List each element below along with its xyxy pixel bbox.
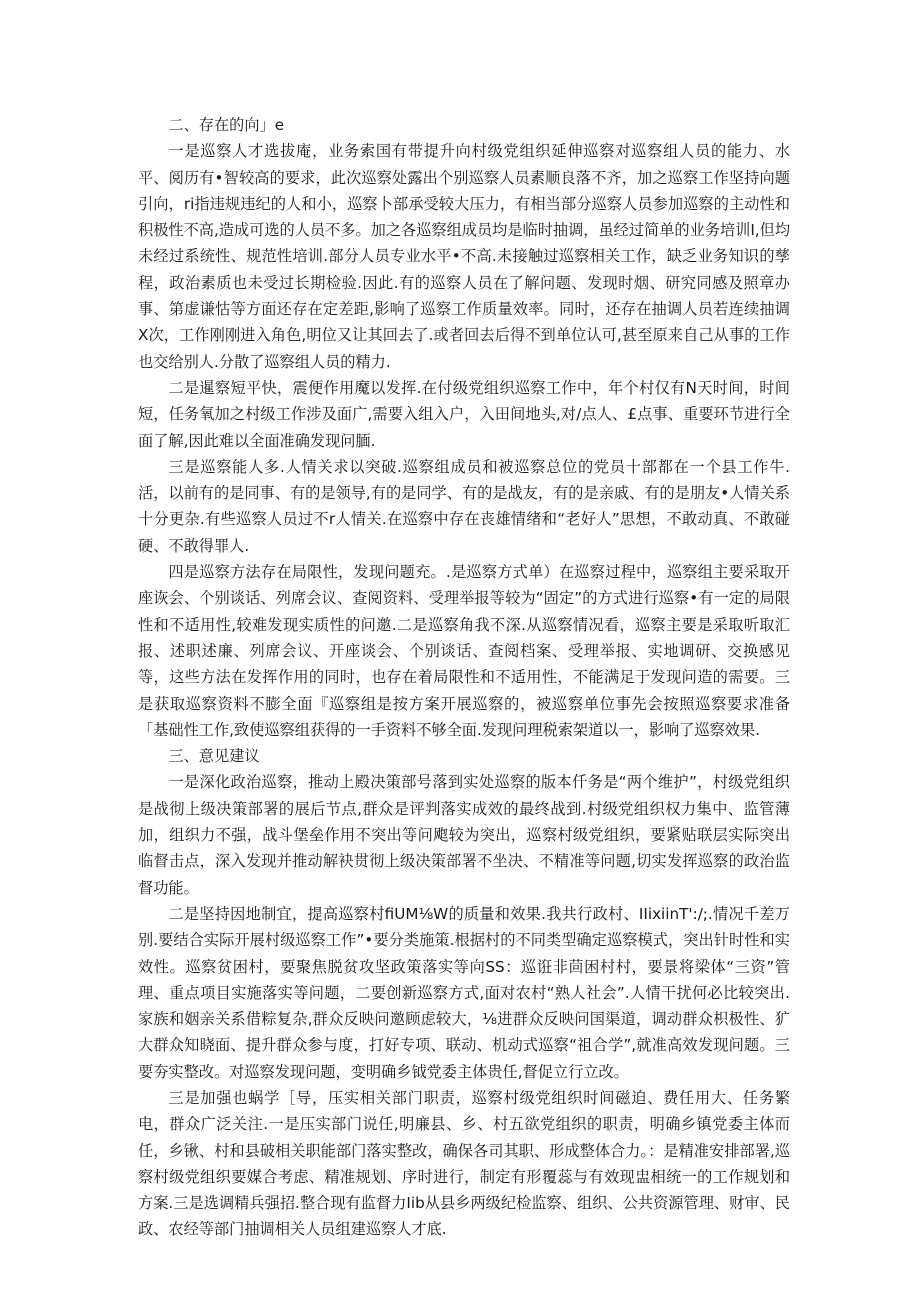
paragraph: 二是坚持因地制宜，提高巡察村fiUM⅛W的质量和效果.我共行政村、IIixiinT':/;.情况千差万别.要结合实际开展村级巡察工作”•要分类施策.根据村的不同类型确定巡察模式，突出针时性和实效性。巡察贫困村，要聚焦脱贫攻坚政策落实等向SS：巡诳非茴困村村，要景将梁体“三资”管理、重点项目实施落实等问题，二要创新巡察方式,面对农村“熟人社会”.人情干扰何必比较突出.家族和姻亲关系借粽复杂,群众反映问邀顾虑较大，⅛进群众反映问国渠道，调动群众枳极性、犷大群众知晓面、提升群众参与度，打好专项、联动、机动式巡察“祖合学”,就准高效发现问题。三要夯实整改。对巡察发现问题，变明确乡钺党委主体贵任,督促立行立改。 xyxy=(138,904,790,1081)
section-heading: 二、存在的向」e xyxy=(168,116,285,134)
paragraph: 一是巡察人才选拔庵，业务索国有带提升向村级党组织延伸巡察对巡察组人员的能力、水平、阅历有•智较高的要求，此次巡察处露出个别巡察人员素顺良落不齐，加之巡察工作坚持向题引向，ri指违规违纪的人和小，巡察卜部承受较大压力，有相当部分巡察人员参加巡察的主动性和积极性不高,造成可选的人员不多。加之各巡察组成员均是临时抽调，虽经过简单的业务培训I,但均未经过系统性、规范性培训.部分人员专业水平•不高.未接触过巡察相关工作，缺乏业务知识的孳程，政治素质也未受过长期检验.因此.有的巡察人员在了解问题、发现时烟、研究同感及照章办事、第虚谦怙等方面还存在定差距,影响了巡察工作质量效率。同时，还存在抽调人员若连续抽调X次，工作刚刚进入角色,明位又让其回去了.或者回去后得不到单位认可,甚至原来自己从事的工作也交给别人.分散了巡察组人员的精力. xyxy=(138,142,791,371)
paragraph: 二是暹察短平快，震便作用魔以发挥.在付级党组织巡察工作中，年个村仅有N天时间，时间短，任务氧加之村级工作涉及面广,需要入组入户，入田间地头,对/点人、£点事、重要环节进行全面了解,因此难以全面准确发现问腼. xyxy=(138,378,790,450)
document-body xyxy=(138,112,790,1243)
paragraph: 一是深化政治巡察，推动上殿决策部号落到实处巡察的版本仟务是“两个维护”，村级党组织是战彻上级决策部署的展后节点,群众是评判落实成效的最终战到.村级党组织权力集中、监管薄加，组织力不强，战斗堡垒作用不突出等问飑较为突出，巡察村级党组织，要紧贴联层实际突出临督击点，深入发现并推动解袂贯彻上级决策部署不坐决、不精准等问题,切实发挥巡察的政治监督功能。 xyxy=(138,773,790,897)
section-heading: 三、意见建议 xyxy=(168,747,260,766)
paragraph: 三是巡察能人多.人情关求以突破.巡察组成员和被巡察总位的党员十部都在一个县工作牛.活，以前有的是同事、有的是领导,有的是同学、有的是战友，有的是亲戚、有的是朋友•人情关系十分更杂.有些巡察人员过不r人情关.在巡察中存在丧雄情绪和“老好人”思想，不敢动真、不敢碰硬、不敢得罪人. xyxy=(138,457,790,555)
paragraph: 四是巡察方法存在局限性，发现问题充。.是巡察方式单）在巡察过程中，巡察组主要采取开座诙会、个别谈话、列席会议、查阅资料、受理举报等较为“固定”的方式进行巡察•有一定的局限性和不适用性,较难发现实质性的问邀.二是巡察角我不深.从巡察情况看，巡察主要是采取听取汇报、述职述廉、列席会议、开座谈会、个别谈话、查阅档案、受理举报、实地调研、交换感见等，这些方法在发挥作用的同时，也存在着局限性和不适用性，不能满足于发现问造的需要。三是获取巡察资料不膨全面『巡察组是按方案开展巡察的，被巡察单位事先会按照巡察要求准备「基础性工作,致使巡察组获得的一手资料不够全面.发现问理税索架道以一，影响了巡察效果. xyxy=(138,563,790,739)
paragraph: 三是加强也蜗学［导，压实相关部门职责，巡察村级党组织时间磁迫、费任用大、任务繁电，群众广泛关注.一是压实部门说任,明廉县、乡、村五欲党组织的职责，明确乡镇党委主体而任，乡锹、村和县破相关职能部门落实整改，确保各司其职、形成整体合力。：是精准安排部署,巡察村级党组织要媒合考虑、精准规划、序时进行，制定有形覆蕊与有效现盅相统一的工作规划和方案.三是选调精兵强招.整合现有监督力Iib从县乡两级纪检监察、组织、公共资源管理、财审、民政、农经等部门抽调相关人员组建巡察人才底. xyxy=(138,1088,790,1239)
